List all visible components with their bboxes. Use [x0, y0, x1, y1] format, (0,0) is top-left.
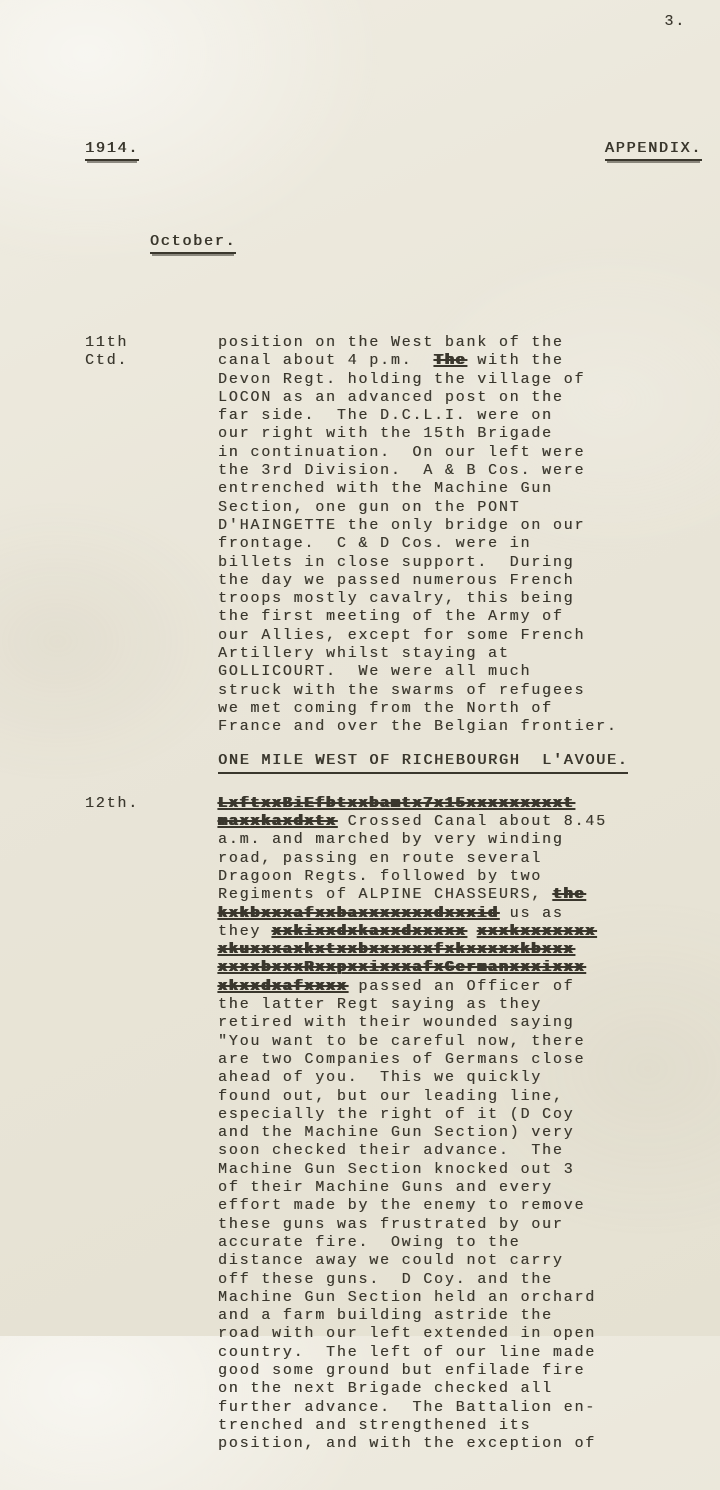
diary-line	[218, 1399, 702, 1417]
diary-line	[218, 1289, 702, 1307]
diary-line	[218, 1234, 702, 1252]
entry-date-line: 11th	[85, 333, 129, 351]
text-segment: Machine Gun Section held an orchard	[218, 1288, 597, 1306]
entry-date	[85, 752, 218, 774]
diary-entry	[85, 795, 702, 1454]
diary-line	[218, 334, 702, 352]
page-header	[85, 140, 702, 161]
text-segment: are two Companies of Germans close	[218, 1050, 586, 1068]
text-segment: Crossed Canal about 8.45	[336, 813, 607, 831]
text-segment: off these guns. D Coy. and the	[218, 1270, 553, 1288]
text-segment: these guns was frustrated by our	[218, 1215, 564, 1233]
text-segment: Devon Regt. holding the village of	[218, 370, 586, 388]
text-segment: especially the right of it (D Coy	[218, 1105, 575, 1123]
diary-line	[218, 499, 702, 517]
text-segment: the day we passed numerous French	[218, 571, 575, 589]
overtyped-text: xkuxxxaxkxtxxbxxxxxxfxkxxxxxkbxxx	[218, 941, 575, 959]
diary-line	[218, 682, 702, 700]
diary-line	[218, 1380, 702, 1398]
text-segment: troops mostly cavalry, this being	[218, 590, 575, 608]
diary-line	[218, 1197, 702, 1215]
text-segment: entrenched with the Machine Gun	[218, 480, 553, 498]
diary-entry	[85, 334, 702, 737]
text-segment: passed an Officer of	[347, 977, 575, 995]
text-segment: retired with their wounded saying	[218, 1014, 575, 1032]
overtyped-text: xxxxbxxxRxxpxxixxxafxGermanxxxixxx	[218, 959, 586, 977]
diary-line	[218, 627, 702, 645]
text-segment: "You want to be careful now, there	[218, 1032, 586, 1050]
overtyped-text: The	[434, 352, 467, 370]
text-segment: Dragoon Regts. followed by two	[218, 867, 543, 885]
diary-line	[218, 1124, 702, 1142]
diary-line	[218, 1014, 702, 1032]
text-segment: LOCON as an advanced post on the	[218, 388, 564, 406]
month-row	[85, 214, 702, 272]
text-segment: Artillery whilst staying at	[218, 645, 510, 663]
text-segment: Section, one gun on the PONT	[218, 498, 521, 516]
diary-line	[218, 1252, 702, 1270]
entry-body	[218, 334, 702, 737]
text-segment: they	[218, 922, 273, 940]
text-segment: the 3rd Division. A & B Cos. were	[218, 462, 586, 480]
diary-line	[218, 608, 702, 626]
text-segment: further advance. The Battalion en-	[218, 1398, 597, 1416]
overtyped-text: xxkixxdxkaxxdxxxxx	[272, 922, 467, 940]
text-segment: struck with the swarms of refugees	[218, 681, 586, 699]
text-segment: on the next Brigade checked all	[218, 1380, 553, 1398]
text-segment: far side. The D.C.L.I. were on	[218, 407, 553, 425]
diary-line	[218, 1307, 702, 1325]
diary-line	[218, 554, 702, 572]
text-segment: with the	[466, 352, 564, 370]
diary-line	[218, 663, 702, 681]
text-segment: position on the West bank of the	[218, 333, 564, 351]
diary-line	[218, 1344, 702, 1362]
text-segment: distance away we could not carry	[218, 1252, 564, 1270]
diary-line	[218, 1033, 702, 1051]
text-segment: the latter Regt saying as they	[218, 996, 543, 1014]
diary-line	[218, 1271, 702, 1289]
entry-date-line: 12th.	[85, 794, 140, 812]
text-segment: GOLLICOURT. We were all much	[218, 663, 532, 681]
text-segment: accurate fire. Owing to the	[218, 1233, 521, 1251]
overtyped-text: kxkbxxxafxxbaxxxxxxxdxxxid	[218, 904, 499, 922]
section-heading-row	[85, 752, 702, 774]
diary-line	[218, 1435, 702, 1453]
diary-line	[218, 905, 702, 923]
text-segment	[466, 923, 477, 940]
diary-line	[218, 1179, 702, 1197]
entry-date	[85, 334, 218, 737]
diary-line	[218, 425, 702, 443]
diary-line	[218, 978, 702, 996]
text-segment: and a farm building astride the	[218, 1307, 553, 1325]
page-content	[85, 103, 702, 1490]
diary-line	[218, 959, 702, 977]
diary-line	[218, 1362, 702, 1380]
diary-line	[218, 996, 702, 1014]
text-segment: position, and with the exception of	[218, 1435, 597, 1453]
text-segment: road with our left extended in open	[218, 1325, 597, 1343]
diary-line	[218, 389, 702, 407]
entry-body	[218, 795, 702, 1454]
text-segment: our Allies, except for some French	[218, 626, 586, 644]
entry-date-line: Ctd.	[85, 352, 129, 370]
diary-line	[218, 480, 702, 498]
diary-line	[218, 1106, 702, 1124]
text-segment: of their Machine Guns and every	[218, 1179, 553, 1197]
entry-date	[85, 795, 218, 1454]
text-segment: D'HAINGETTE the only bridge on our	[218, 516, 586, 534]
text-segment: us as	[498, 904, 564, 922]
text-segment: road, passing en route several	[218, 849, 543, 867]
text-segment: trenched and strengthened its	[218, 1416, 532, 1434]
diary-line	[218, 813, 702, 831]
diary-line	[218, 371, 702, 389]
text-segment: good some ground but enfilade fire	[218, 1362, 586, 1379]
text-segment: frontage. C & D Cos. were in	[218, 535, 532, 553]
text-segment: and the Machine Gun Section) very	[218, 1124, 575, 1142]
diary-line	[218, 1051, 702, 1069]
location-heading: ONE MILE WEST OF RICHEBOURGH L'AVOUE.	[218, 752, 628, 774]
appendix-heading: APPENDIX.	[605, 140, 702, 161]
diary-line	[218, 444, 702, 462]
diary-line	[218, 718, 702, 736]
text-segment: effort made by the enemy to remove	[218, 1197, 586, 1215]
diary-line	[218, 572, 702, 590]
diary-line	[218, 517, 702, 535]
section-heading-cell	[218, 752, 702, 774]
diary-line	[218, 886, 702, 904]
diary-line	[218, 352, 702, 370]
overtyped-text: LxftxxBiEfbtxxbamtx7x15xxxxxxxxxt	[218, 794, 575, 812]
text-segment: billets in close support. During	[218, 553, 575, 571]
overtyped-text: the	[552, 886, 586, 904]
overtyped-text: maxxkaxdxtx	[218, 813, 337, 831]
diary-entries	[85, 334, 702, 1454]
overtyped-text: xxxkxxxxxxx	[477, 922, 597, 940]
diary-line	[218, 700, 702, 718]
text-segment: France and over the Belgian frontier.	[218, 718, 618, 736]
diary-line	[218, 1216, 702, 1234]
page-number: 3.	[664, 13, 686, 30]
diary-line	[218, 535, 702, 553]
diary-line	[218, 462, 702, 480]
diary-line	[218, 941, 702, 959]
text-segment: ahead of you. This we quickly	[218, 1069, 543, 1087]
text-segment: Regiments of ALPINE CHASSEURS,	[218, 886, 553, 904]
diary-line	[218, 795, 702, 813]
diary-line	[218, 1088, 702, 1106]
text-segment: Machine Gun Section knocked out 3	[218, 1160, 575, 1178]
diary-line	[218, 868, 702, 886]
diary-line	[218, 645, 702, 663]
text-segment: canal about 4 p.m.	[218, 352, 435, 370]
text-segment: country. The left of our line made	[218, 1343, 597, 1361]
diary-line	[218, 407, 702, 425]
diary-line	[218, 850, 702, 868]
year-heading: 1914.	[85, 140, 139, 161]
text-segment: the first meeting of the Army of	[218, 608, 564, 626]
diary-line	[218, 1417, 702, 1435]
text-segment: our right with the 15th Brigade	[218, 425, 553, 443]
text-segment: a.m. and marched by very winding	[218, 831, 564, 849]
diary-line	[218, 923, 702, 941]
text-segment: soon checked their advance. The	[218, 1142, 564, 1160]
overtyped-text: xkxxdxafxxxx	[218, 977, 348, 995]
text-segment: in continuation. On our left were	[218, 443, 586, 461]
text-segment: we met coming from the North of	[218, 699, 553, 717]
diary-line	[218, 590, 702, 608]
diary-line	[218, 1161, 702, 1179]
text-segment: found out, but our leading line,	[218, 1087, 564, 1105]
diary-line	[218, 1069, 702, 1087]
month-heading: October.	[150, 233, 236, 254]
diary-line	[218, 831, 702, 849]
diary-line	[218, 1142, 702, 1160]
diary-line	[218, 1325, 702, 1343]
